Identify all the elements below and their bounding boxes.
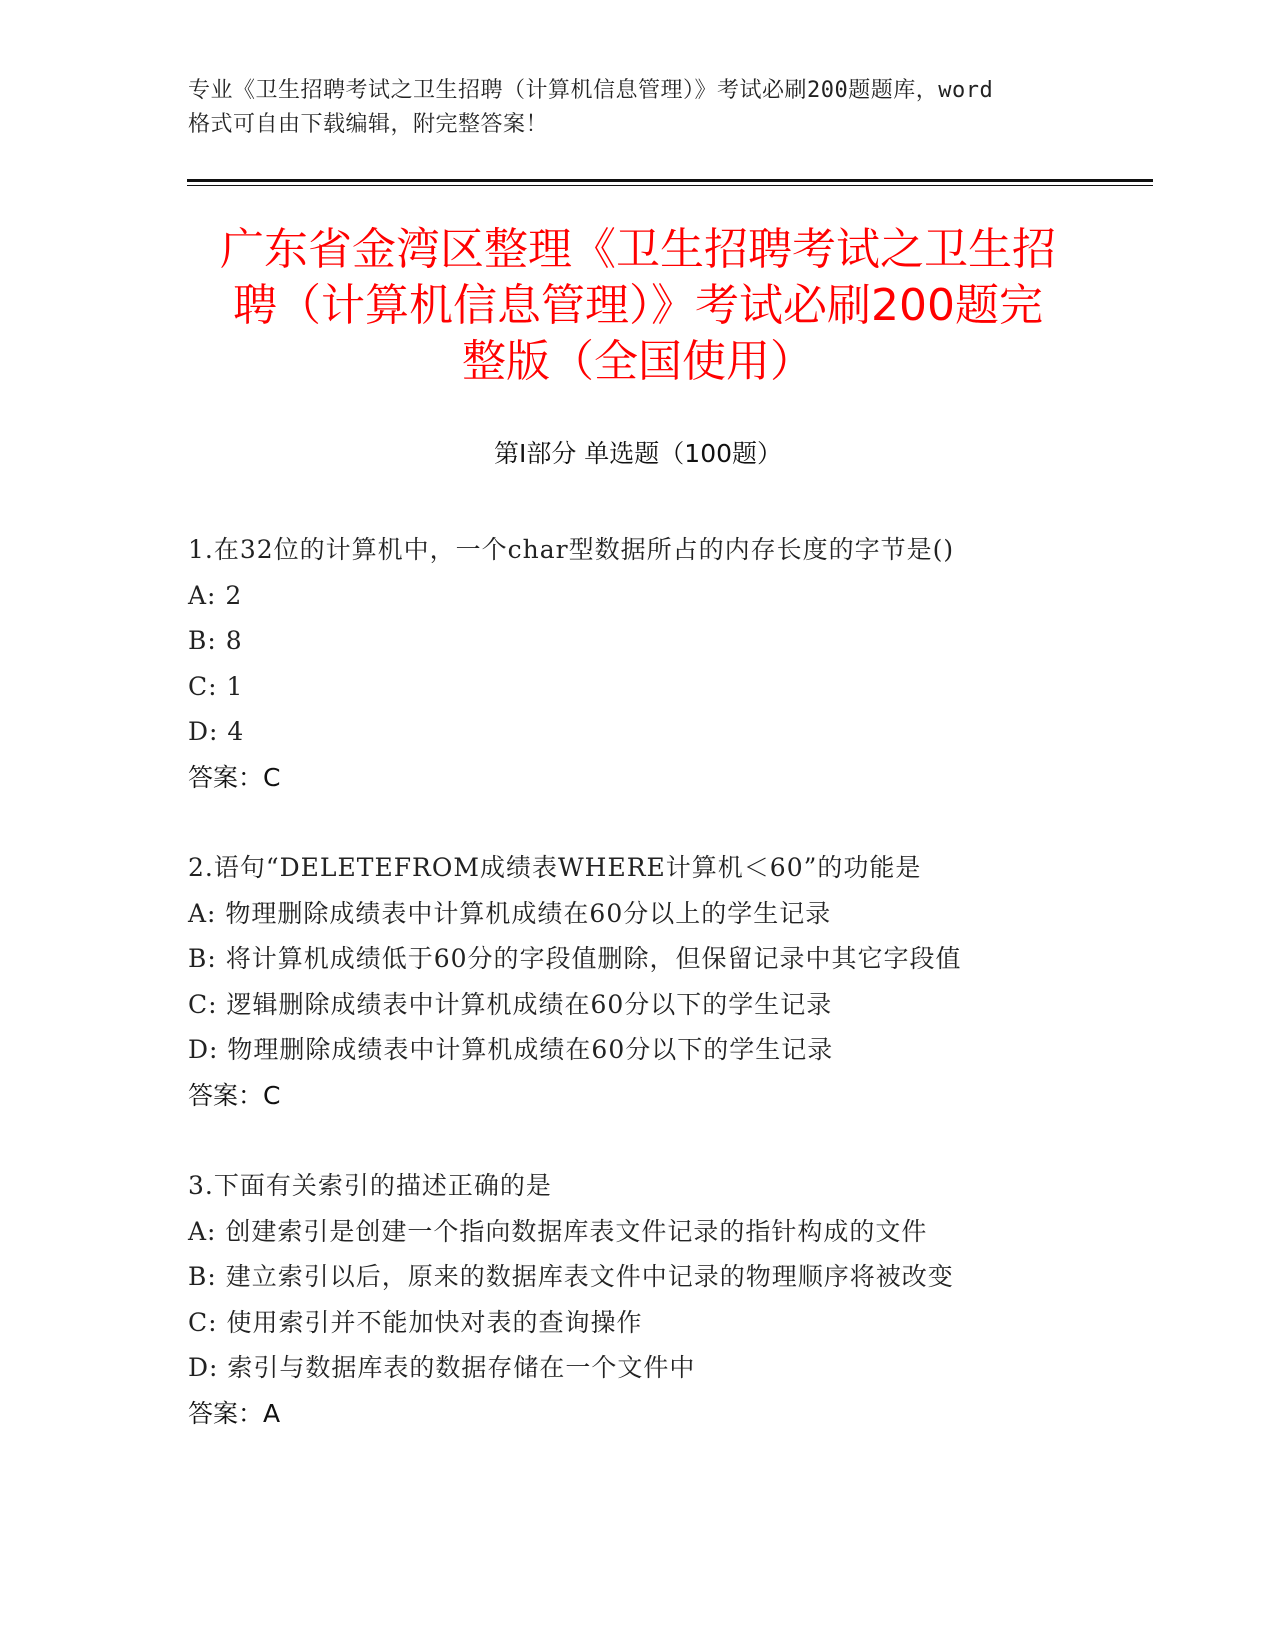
question-stem: 3.下面有关索引的描述正确的是 bbox=[188, 1171, 552, 1200]
document-title-line-3: 整版（全国使用） bbox=[462, 336, 814, 387]
question-3 bbox=[188, 1163, 1108, 1436]
option-b: B: 8 bbox=[188, 626, 243, 655]
option-b: B: 建立索引以后，原来的数据库表文件中记录的物理顺序将被改变 bbox=[188, 1262, 954, 1291]
document-title-line-2: 聘（计算机信息管理）》考试必刷200题完 bbox=[233, 280, 1043, 331]
document-title-line-1: 广东省金湾区整理《卫生招聘考试之卫生招 bbox=[220, 224, 1056, 275]
answer: 答案：A bbox=[188, 1398, 281, 1428]
answer: 答案：C bbox=[188, 1080, 281, 1110]
question-stem: 2.语句“DELETEFROM成绩表WHERE计算机＜60”的功能是 bbox=[188, 853, 922, 882]
option-a: A: 创建索引是创建一个指向数据库表文件记录的指针构成的文件 bbox=[188, 1216, 928, 1246]
option-d: D: 4 bbox=[188, 717, 245, 746]
header-note bbox=[188, 74, 1088, 142]
option-d: D: 索引与数据库表的数据存储在一个文件中 bbox=[188, 1353, 696, 1382]
header-note-line-1: 专业《卫生招聘考试之卫生招聘（计算机信息管理）》考试必刷200题题库，word bbox=[188, 78, 994, 103]
option-c: C: 逻辑删除成绩表中计算机成绩在60分以下的学生记录 bbox=[188, 989, 833, 1019]
option-c: C: 1 bbox=[188, 671, 244, 701]
header-rule-thick bbox=[187, 179, 1153, 182]
option-a: A: 物理删除成绩表中计算机成绩在60分以上的学生记录 bbox=[188, 898, 832, 928]
question-1 bbox=[188, 527, 1108, 800]
document-title bbox=[188, 222, 1088, 390]
option-d: D: 物理删除成绩表中计算机成绩在60分以下的学生记录 bbox=[188, 1035, 834, 1064]
question-2 bbox=[188, 845, 1108, 1118]
section-heading: 第I部分 单选题（100题） bbox=[493, 439, 783, 468]
header-rule-thin bbox=[187, 185, 1153, 186]
option-a: A: 2 bbox=[188, 580, 243, 610]
question-stem: 1.在32位的计算机中，一个char型数据所占的内存长度的字节是() bbox=[188, 535, 955, 564]
option-c: C: 使用索引并不能加快对表的查询操作 bbox=[188, 1307, 643, 1337]
header-note-line-2: 格式可自由下载编辑，附完整答案！ bbox=[188, 112, 549, 137]
answer: 答案：C bbox=[188, 762, 281, 792]
option-b: B: 将计算机成绩低于60分的字段值删除，但保留记录中其它字段值 bbox=[188, 944, 962, 973]
